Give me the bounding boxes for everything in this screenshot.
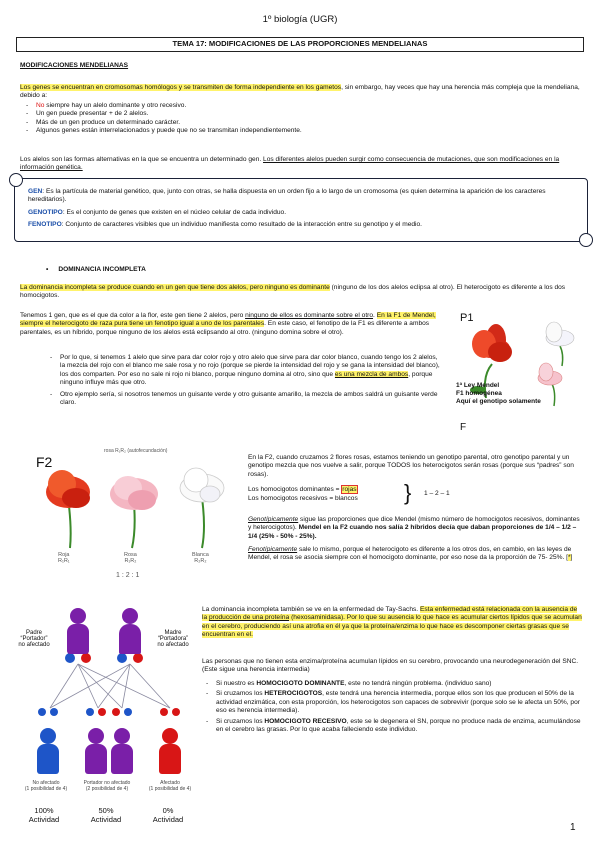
pct1-value: 100% [34,806,54,815]
s4-p1-hlu: producción de una proteína [208,614,290,622]
alelos-a: Los alelos son las formas alternativas en la que se encuentra un determinado gen. [20,156,264,163]
s4-b1-b: HOMOCIGOTO DOMINANTE [256,680,345,687]
feno-mark: * [567,554,571,562]
b1-hl: es una mezcla de ambos [334,370,409,378]
madre-head-icon [122,608,138,624]
feno-text: sale lo mismo, porque el heterocigoto es diferente a los otros dos, en cambio, en las leyes de Mendel, el rosa se asocia siempre con el homocigoto dominante, por eso nose da la proporción de 75- 25%. [ [248,546,572,562]
legend-b: R₁R₂ [115,448,126,454]
b1-text: Por lo que, si tenemos 1 alelo que sirve para dar color rojo y otro alelo que sirve para dar color blanco, cuando tengo los 2 alelos, la mezcla del rojo con el blanco me sale rosa y no rojo (porque se pierde la intensidad del rojo y se gana la intensidad del blanco), los dos comparten. Por eso no sale ni rojo ni blanco, porque ninguno domina al otro, sino que [60,354,440,378]
s4-b3-c: , este se le degenera el SN, porque no produce nada de enzima, acumulándose en el cerebro las grasas. Por lo que acaba falleciendo este individuo. [216,717,581,734]
causes-list [24,102,574,136]
pink-flower-icon [538,363,562,406]
s4-p1-hl1: Esta enfermedad está relacionada con la ausencia de la [202,606,578,622]
fenotipo-label: FENOTIPO [28,221,62,229]
brace-icon: } [404,480,412,505]
def-fenotipo [28,221,576,229]
red-flower-icon [46,470,90,548]
list-item [204,718,582,735]
flower-list [48,354,440,407]
white-flower-icon [180,468,224,548]
pct2-act: Actividad [90,815,122,824]
child2-body-icon [85,744,107,774]
section2-p2 [20,312,440,337]
child3-head-icon [114,728,130,744]
pct3-act: Actividad [152,815,184,824]
f-label: F [460,422,467,433]
geno-text: sigue las proporciones que dice Mendel (mismo número de homocigotos recesivos, dominantes y heterocigotos). [248,516,580,532]
genotipo-label: GENOTIPO [28,208,63,216]
f1-caption-b: F1 homogénea [456,390,502,397]
p1-label: P1 [460,312,474,324]
genotipo-text: : Es el conjunto de genes que existen en el núcleo celular de cada individuo. [62,208,287,216]
f2-legend [104,448,167,454]
pink-flower-icon [110,476,158,548]
legend-c: (autofecundación) [127,448,168,454]
s4-b3-b: HOMOCIGOTO RECESIVO [264,717,347,725]
pedigree-figure [10,600,200,840]
s4-b1-a: Si nuestro es [216,680,257,687]
list-item [204,680,582,688]
pct3-value: 0% [162,806,174,815]
hom-dom-hl: rojas [342,486,357,493]
s4-b1-c: , este no tendrá ningún problema. (individuo sano) [344,680,492,687]
genotipic-paragraph [248,516,582,541]
p1-rest: (ninguno de los dos alelos eclipsa al otro). El heterocigoto es diferente a los dos homocigotos. [20,284,566,300]
p2-a: Tenemos 1 gen, que es el que da color a la flor, este gen tiene 2 alelos, pero [20,312,246,319]
pct2 [86,806,126,824]
b1-end: , porque ninguno influye más que otro. [60,370,433,387]
section4-p2: Las personas que no tienen esta enzima/proteína acumulan lípidos en su cerebro, provocando una neurodegeneración del SNC. (Este sigue una herencia intermedia) [202,658,579,674]
child2-label [74,780,140,792]
child4-head-icon [162,728,178,744]
intro-rest: , sin embargo, hay veces que hay una herencia más compleja que la mendeliana, debido a: [20,84,580,100]
c2-label: Portador no afectado [83,780,131,786]
s4-b2-b: HETEROCIGOTOS [264,690,323,698]
s4-p1-a: La dominancia incompleta también se ve en la enfermedad de Tay-Sachs. [202,606,420,613]
section3-p1: En la F2, cuando cruzamos 2 flores rosas, estamos teniendo un genotipo parental, otro genotipo parental y un genotipo mezcla que nos vuelve a salir, porque TODOS los heterocigotos serán rosas (porque sus “padres” son rosas). [248,454,574,478]
tay-sachs-list [204,680,582,734]
pct1 [24,806,64,824]
blanca-text: Blanca [192,552,209,558]
p2-b: . [373,312,377,319]
geno-bold: Mendel en la F2 cuando nos salía 2 híbridos decía que daban proporciones de 1/4 – 1/2 – 1/4 (25% - 50% - 25%). [248,524,577,540]
blanca-label [192,552,209,564]
padre-head-icon [70,608,86,624]
child1-body-icon [37,744,59,774]
page-number: 1 [570,822,576,833]
roja-text: Roja [58,552,70,558]
child1-label [14,780,78,792]
c2-sub: (2 posibilidad de 4) [85,786,129,792]
child2-head-icon [88,728,104,744]
section4-p1 [202,606,582,640]
section1-intro [20,84,582,101]
child1-head-icon [40,728,56,744]
s4-b2-c: , este tendrá una herencia intermedia, porque ellos son los que producen el 50% de la actividad enzimática, con esta proporción, los heterocigotos son capaces de sobrevivir (porque solo se le afecta un 50%, por eso es herencia intermedia). [216,690,580,715]
rosa-genotype: R₁R₂ [124,558,137,564]
p1-highlight: La dominancia incompleta se produce cuando en un gen que tiene dos alelos, pero ninguno es dominante [20,284,330,291]
legend-a: rosa [104,448,114,454]
pct3 [148,806,188,824]
fenotipic-paragraph [248,546,582,563]
header-course: 1º biología (UGR) [262,14,338,25]
flower-figure-icon [452,306,588,436]
feno-label: Fenotípicamente [248,546,298,553]
list-item: - Un gen puede presentar + de 2 alelos. [24,110,574,118]
hom-dom [248,486,358,494]
s4-b2-a: Si cruzamos los [216,690,265,698]
padre-sub2: no afectado [18,642,50,648]
figure-p1-f1 [452,306,588,436]
bullet1-no: No [36,102,45,109]
roja-label [58,552,70,564]
geno-label: Genotípicamente [248,516,299,523]
intro-highlight: Los genes se encuentran en cromosomas homólogos y se transmiten de forma independiente en los gametos [20,84,342,91]
p2-hl: En la F1 de Mendel, siempre el heterocigoto de raza pura tiene un fenotipo igual a uno de los parentales [20,312,436,328]
list-item: - Otro ejemplo sería, si nosotros tenemos un guisante verde y otro guisante amarillo, la mezcla de ambos saldrá un guisante verde claro. [48,391,440,408]
child3-body-icon [111,744,133,774]
def-genotipo [28,209,576,217]
f1-caption-c: Aquí el genotipo solamente [456,398,541,405]
section1-heading: MODIFICACIONES MENDELIANAS [20,62,129,69]
s4-b3-a: Si cruzamos los [216,717,265,725]
list-item [24,102,574,110]
f2-ratio: 1 : 2 : 1 [116,572,140,579]
brace-ratio: 1 – 2 – 1 [424,490,450,497]
rosa-text: Rosa [124,552,137,558]
hom-dom-text: Los homocigotos dominantes = [248,486,342,493]
def-gen [28,188,576,205]
fenotipo-text: : Conjunto de caracteres visibles que un individuo manifiesta como resultado de la interacción entre su genotipo y el medio. [61,221,423,229]
padre-sub1: “Portador” [20,636,48,642]
s4-p1-hl2: (hexosaminidasa). Por lo que su ausencia lo que hace es acumular ciertos lípidos que se acumulan en el cerebro, produciendo así una atrofia en él ya que la proteína/enzima lo que hace es descomponer ciertas grasas que se encuentran en el. [202,614,582,639]
c3-label: Afectado [160,780,180,786]
madre-sub2: no afectado [157,642,189,648]
figure-f2 [32,448,238,584]
rosa-label [124,552,137,564]
feno-end: ] [570,554,573,562]
gen-text: : Es la partícula de material genético, que, junto con otras, se halla dispuesta en un orden fijo a lo largo de un cromosoma (es quien determina la aparición de los caracteres hereditarios). [28,188,546,204]
list-item [48,354,440,388]
c1-label: No afectado [32,780,60,786]
blanca-genotype: R₂R₂ [194,558,207,564]
padre-text: Padre [25,630,42,636]
madre-text: Madre [164,630,182,636]
roja-genotype: R₁R₁ [58,558,70,564]
list-item: - Más de un gen produce un determinado carácter. [24,119,574,127]
child3-label [140,780,200,792]
pct1-act: Actividad [28,815,60,824]
hom-rec: Los homocigotos recesivos = blancos [248,495,358,502]
pct2-value: 50% [98,806,114,815]
p2-u: ninguno de ellos es dominante sobre el otro [245,312,374,319]
bullet-dot-icon: • [46,266,49,273]
definitions-text [28,188,576,230]
alelos-paragraph [20,156,582,173]
padre-body-icon [67,624,89,654]
section2-heading-text: DOMINANCIA INCOMPLETA [58,266,146,273]
p2-c: . En este caso, el fenotipo de la F1 es diferente a ambos parentales, es un híbrido, porque ninguno de los alelos está eclipsando al otro. (ninguno domina sobre el otro). [20,320,430,336]
madre-label [150,630,196,648]
c1-sub: (1 posibilidad de 4) [24,786,68,792]
list-item [204,690,582,715]
section2-heading [46,266,146,274]
madre-sub1: “Portadora” [157,636,189,642]
alelos-b: Los diferentes alelos pueden surgir como consecuencia de mutaciones, que son modificaciones en la información genética. [20,156,560,172]
bullet1-text: siempre hay un alelo dominante y otro recesivo. [44,102,187,109]
padre-label [14,630,54,648]
c3-sub: (1 posibilidad de 4) [148,786,192,792]
madre-body-icon [119,624,141,654]
f1-caption-a: 1ª Ley Mendel [456,382,500,389]
section2-p1 [20,284,582,301]
child4-body-icon [159,744,181,774]
white-flower-icon [546,322,574,366]
f2-label: F2 [36,454,53,470]
page-title: TEMA 17: MODIFICACIONES DE LAS PROPORCIONES MENDELIANAS [172,39,428,48]
gen-label: GEN [28,188,43,195]
list-item: - Algunos genes están interrelacionados y puede que no se transmitan independientemente. [24,127,574,135]
